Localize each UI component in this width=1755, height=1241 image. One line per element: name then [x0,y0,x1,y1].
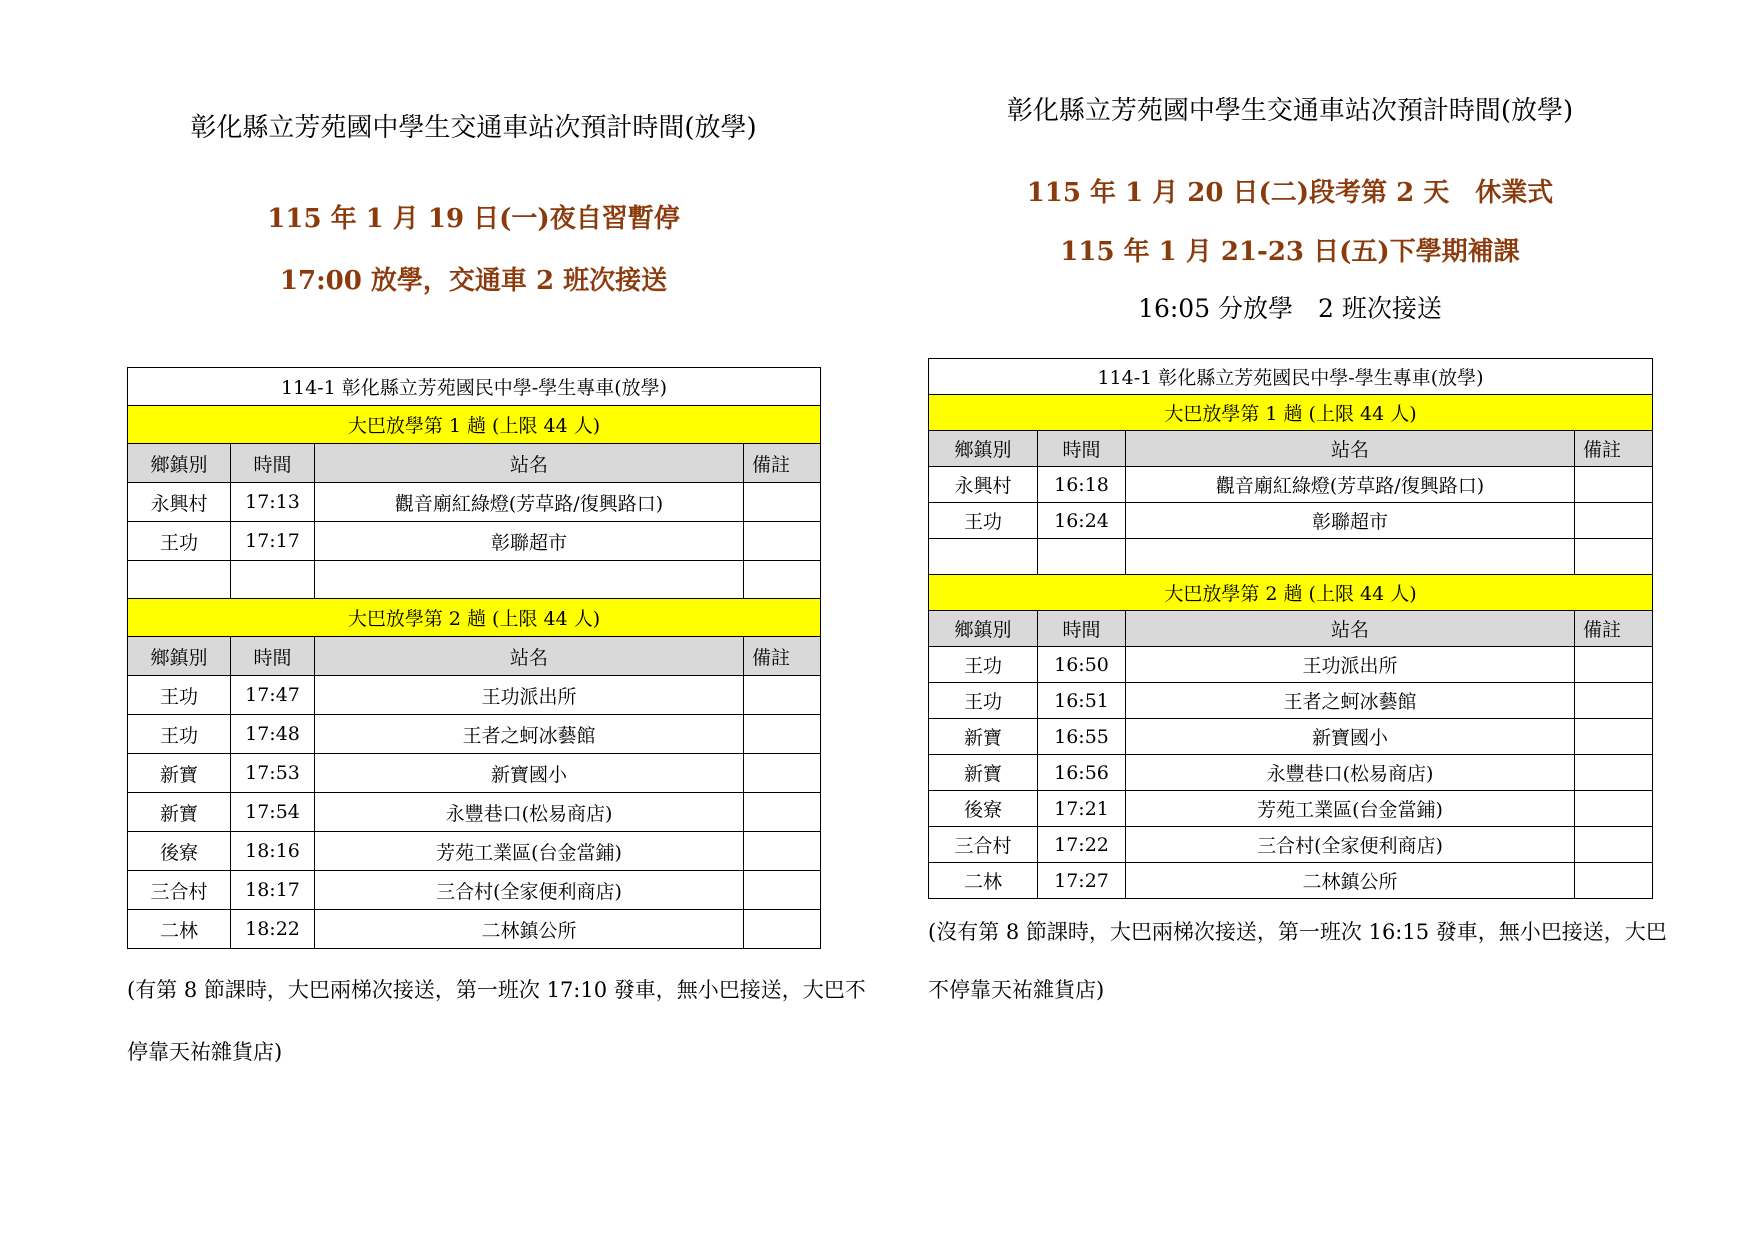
cell-stop: 新寶國小 [1126,719,1575,755]
cell-note [744,832,821,871]
header-note: 備註 [1575,611,1653,647]
left-subtitle-time: 17:00 放學，交通車 2 班次接送 [279,266,668,296]
cell-note [1575,467,1653,503]
cell-stop: 觀音廟紅綠燈(芳草路/復興路口) [315,483,744,522]
cell-town: 王功 [128,676,231,715]
cell-note [744,715,821,754]
cell-note [744,522,821,561]
cell-town: 三合村 [929,827,1038,863]
cell-time: 16:51 [1038,683,1126,719]
cell-note [1575,503,1653,539]
cell-town: 王功 [128,522,231,561]
cell-note [1575,755,1653,791]
left-title: 彰化縣立芳苑國中學生交通車站次預計時間(放學) [190,113,757,143]
right-footnote-line2: 不停靠天祐雜貨店) [928,978,1105,1002]
header-note: 備註 [1575,431,1653,467]
cell-town: 新寶 [929,755,1038,791]
trip1-label: 大巴放學第 1 趟 (上限 44 人) [128,406,821,444]
header-time: 時間 [231,444,315,483]
cell-note [744,754,821,793]
cell-time: 17:54 [231,793,315,832]
header-stop: 站名 [315,637,744,676]
header-stop: 站名 [315,444,744,483]
right-subtitle-time: 16:05 分放學 2 班次接送 [1138,294,1442,323]
header-town: 鄉鎮別 [128,637,231,676]
right-footnote-line1: (沒有第 8 節課時，大巴兩梯次接送，第一班次 16:15 發車，無小巴接送，大巴 [928,920,1667,944]
cell-time: 18:17 [231,871,315,910]
cell-time: 17:27 [1038,863,1126,899]
cell-stop: 觀音廟紅綠燈(芳草路/復興路口) [1126,467,1575,503]
cell-time: 17:21 [1038,791,1126,827]
cell-time: 18:22 [231,910,315,949]
cell-town: 王功 [929,683,1038,719]
table-caption: 114-1 彰化縣立芳苑國民中學-學生專車(放學) [128,368,821,406]
table-row [929,467,1653,503]
table-row [929,503,1653,539]
table-row [128,483,821,522]
trip2-label: 大巴放學第 2 趟 (上限 44 人) [128,599,821,637]
cell-stop [1126,539,1575,575]
cell-time: 17:47 [231,676,315,715]
trip2-label: 大巴放學第 2 趟 (上限 44 人) [929,575,1653,611]
cell-town: 王功 [128,715,231,754]
cell-town: 新寶 [128,793,231,832]
cell-time: 17:22 [1038,827,1126,863]
right-title: 彰化縣立芳苑國中學生交通車站次預計時間(放學) [1006,96,1574,126]
cell-stop: 王功派出所 [1126,647,1575,683]
table-row [128,561,821,599]
table-row [128,676,821,715]
cell-note [1575,719,1653,755]
cell-stop: 王功派出所 [315,676,744,715]
cell-town: 三合村 [128,871,231,910]
table-row [929,755,1653,791]
cell-note [1575,863,1653,899]
cell-town [128,561,231,599]
cell-note [744,483,821,522]
cell-stop: 王者之蚵冰藝館 [315,715,744,754]
cell-town: 新寶 [929,719,1038,755]
table-row [929,791,1653,827]
left-bus-table [127,367,821,949]
cell-stop: 芳苑工業區(台金當鋪) [315,832,744,871]
table-row [929,863,1653,899]
cell-time: 16:24 [1038,503,1126,539]
cell-time [231,561,315,599]
cell-stop [315,561,744,599]
right-bus-table [928,358,1653,899]
table-row [929,683,1653,719]
header-time: 時間 [231,637,315,676]
header-time: 時間 [1038,611,1126,647]
left-footnote-line1: (有第 8 節課時，大巴兩梯次接送，第一班次 17:10 發車，無小巴接送，大巴不 [127,978,866,1002]
cell-town: 新寶 [128,754,231,793]
header-stop: 站名 [1126,611,1575,647]
left-footnote-line2: 停靠天祐雜貨店) [127,1040,283,1064]
cell-stop: 新寶國小 [315,754,744,793]
cell-time [1038,539,1126,575]
cell-note [744,676,821,715]
header-note: 備註 [744,444,821,483]
cell-stop: 彰聯超市 [1126,503,1575,539]
cell-town [929,539,1038,575]
cell-stop: 三合村(全家便利商店) [315,871,744,910]
cell-town: 二林 [929,863,1038,899]
cell-time: 16:55 [1038,719,1126,755]
cell-time: 18:16 [231,832,315,871]
cell-note [1575,539,1653,575]
cell-stop: 芳苑工業區(台金當鋪) [1126,791,1575,827]
cell-note [1575,791,1653,827]
cell-time: 16:50 [1038,647,1126,683]
cell-town: 二林 [128,910,231,949]
table-caption: 114-1 彰化縣立芳苑國民中學-學生專車(放學) [929,359,1653,395]
right-subtitle-makeup: 115 年 1 月 21-23 日(五)下學期補課 [1060,237,1520,267]
cell-town: 永興村 [128,483,231,522]
right-subtitle-date: 115 年 1 月 20 日(二)段考第 2 天 休業式 [1026,178,1554,208]
cell-stop: 二林鎮公所 [315,910,744,949]
header-note: 備註 [744,637,821,676]
table-row [128,832,821,871]
cell-time: 17:53 [231,754,315,793]
trip1-label: 大巴放學第 1 趟 (上限 44 人) [929,395,1653,431]
table-row [128,522,821,561]
table-row [929,719,1653,755]
table-row [128,715,821,754]
table-row [128,871,821,910]
cell-stop: 永豐巷口(松易商店) [1126,755,1575,791]
cell-town: 後寮 [929,791,1038,827]
header-stop: 站名 [1126,431,1575,467]
cell-note [744,793,821,832]
table-row [929,827,1653,863]
cell-note [1575,683,1653,719]
cell-note [1575,647,1653,683]
header-town: 鄉鎮別 [929,611,1038,647]
table-row [929,539,1653,575]
cell-time: 17:17 [231,522,315,561]
table-row [128,910,821,949]
cell-town: 永興村 [929,467,1038,503]
cell-note [744,871,821,910]
table-row [128,754,821,793]
cell-time: 16:18 [1038,467,1126,503]
header-town: 鄉鎮別 [929,431,1038,467]
table-row [128,793,821,832]
left-subtitle-date: 115 年 1 月 19 日(一)夜自習暫停 [267,204,680,234]
cell-note [1575,827,1653,863]
cell-stop: 永豐巷口(松易商店) [315,793,744,832]
table-row [929,647,1653,683]
cell-time: 17:48 [231,715,315,754]
cell-note [744,910,821,949]
header-time: 時間 [1038,431,1126,467]
cell-time: 16:56 [1038,755,1126,791]
cell-town: 王功 [929,503,1038,539]
cell-time: 17:13 [231,483,315,522]
cell-stop: 王者之蚵冰藝館 [1126,683,1575,719]
cell-town: 後寮 [128,832,231,871]
cell-stop: 二林鎮公所 [1126,863,1575,899]
cell-town: 王功 [929,647,1038,683]
cell-stop: 彰聯超市 [315,522,744,561]
cell-note [744,561,821,599]
header-town: 鄉鎮別 [128,444,231,483]
cell-stop: 三合村(全家便利商店) [1126,827,1575,863]
